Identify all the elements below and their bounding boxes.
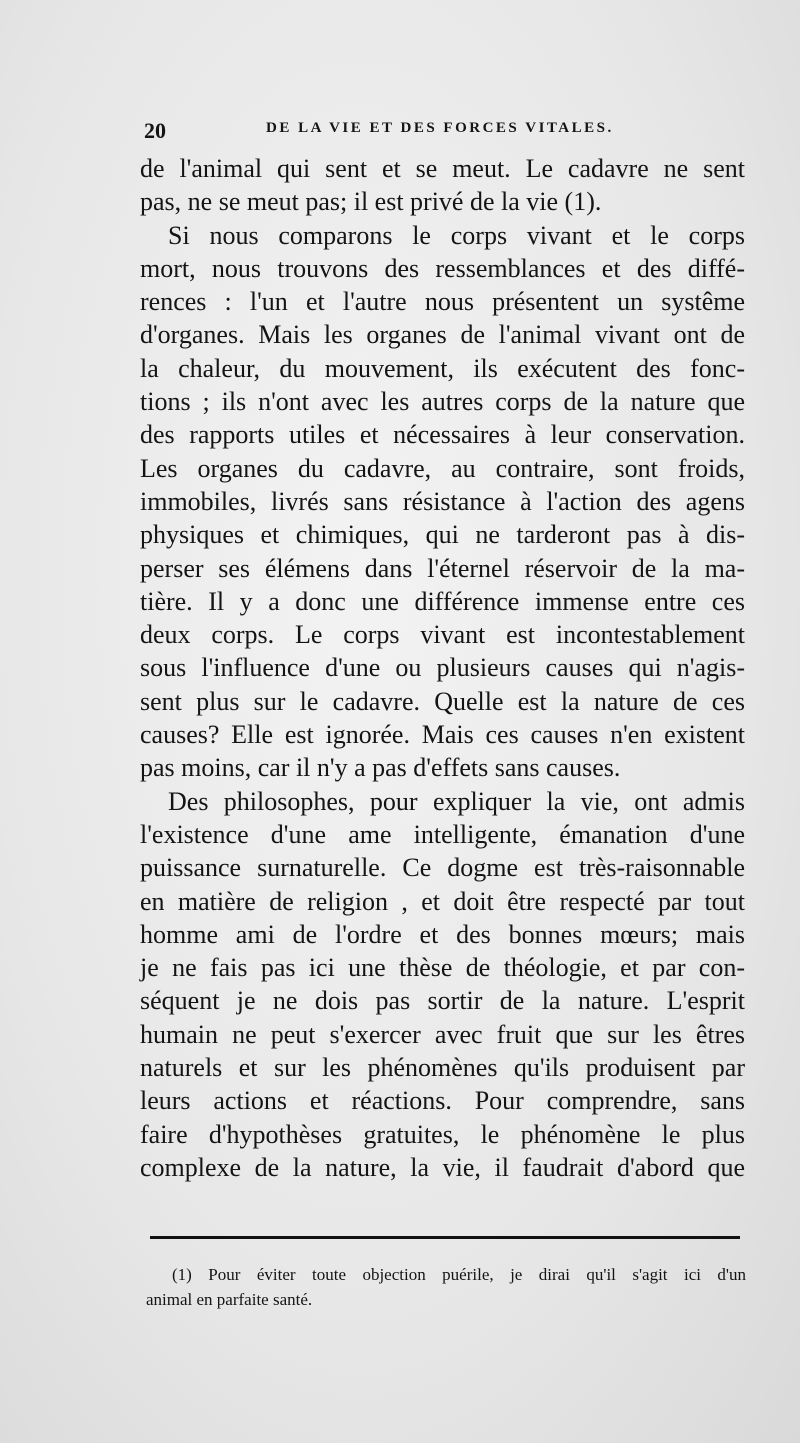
text-line: humain ne peut s'exercer avec fruit que sur les êtres: [140, 1019, 745, 1049]
text-line: pas, ne se meut pas; il est privé de la vie (1).: [140, 187, 602, 217]
text-line: deux corps. Le corps vivant est incontestablement: [140, 620, 745, 650]
text-line: tions ; ils n'ont avec les autres corps de la nature que: [140, 387, 745, 417]
text-line: pas moins, car il n'y a pas d'effets sans causes.: [140, 753, 621, 783]
text-line: d'organes. Mais les organes de l'animal vivant ont de: [140, 320, 745, 350]
text-line: complexe de la nature, la vie, il faudrait d'abord que: [140, 1152, 745, 1182]
running-title: DE LA VIE ET DES FORCES VITALES.: [266, 120, 614, 136]
text-line: Les organes du cadavre, au contraire, sont froids,: [140, 453, 745, 483]
text-line: causes? Elle est ignorée. Mais ces causes n'en existent: [140, 720, 745, 750]
footnote-divider: [150, 1236, 740, 1239]
text-line: puissance surnaturelle. Ce dogme est très-raisonnable: [140, 853, 745, 883]
body-text: [140, 152, 745, 1184]
footnote-line: animal en parfaite santé.: [146, 1290, 313, 1309]
text-line: de l'animal qui sent et se meut. Le cadavre ne sent: [140, 154, 745, 183]
text-line: la chaleur, du mouvement, ils exécutent des fonc-: [140, 353, 745, 383]
page-number: 20: [144, 118, 166, 143]
text-line: sous l'influence d'une ou plusieurs causes qui n'agis-: [140, 653, 745, 683]
footnote: [146, 1262, 746, 1312]
page-header: [144, 118, 744, 148]
text-line: l'existence d'une ame intelligente, émanation d'une: [140, 819, 745, 849]
text-line: séquent je ne dois pas sortir de la nature. L'esprit: [140, 986, 745, 1016]
text-line: leurs actions et réactions. Pour comprendre, sans: [140, 1086, 745, 1116]
text-line: des rapports utiles et nécessaires à leur conservation.: [140, 420, 745, 450]
text-line: naturels et sur les phénomènes qu'ils produisent par: [140, 1053, 745, 1083]
text-line: physiques et chimiques, qui ne tarderont pas à dis-: [140, 520, 745, 550]
text-line: faire d'hypothèses gratuites, le phénomène le plus: [140, 1119, 745, 1149]
text-line: en matière de religion , et doit être respecté par tout: [140, 886, 745, 916]
text-line: immobiles, livrés sans résistance à l'action des agens: [140, 486, 745, 516]
text-line: rences : l'un et l'autre nous présentent un systême: [140, 287, 745, 317]
text-line: homme ami de l'ordre et des bonnes mœurs; mais: [140, 919, 745, 949]
text-line: je ne fais pas ici une thèse de théologie, et par con-: [140, 953, 745, 983]
text-line: Des philosophes, pour expliquer la vie, ont admis: [168, 786, 745, 816]
text-line: Si nous comparons le corps vivant et le corps: [168, 220, 745, 250]
text-line: sent plus sur le cadavre. Quelle est la nature de ces: [140, 686, 745, 716]
footnote-line: (1) Pour éviter toute objection puérile, je dirai qu'il s'agit ici d'un: [172, 1265, 746, 1284]
text-line: mort, nous trouvons des ressemblances et des diffé-: [140, 253, 745, 283]
text-line: perser ses élémens dans l'éternel réservoir de la ma-: [140, 553, 745, 583]
text-line: tière. Il y a donc une différence immense entre ces: [140, 586, 745, 616]
